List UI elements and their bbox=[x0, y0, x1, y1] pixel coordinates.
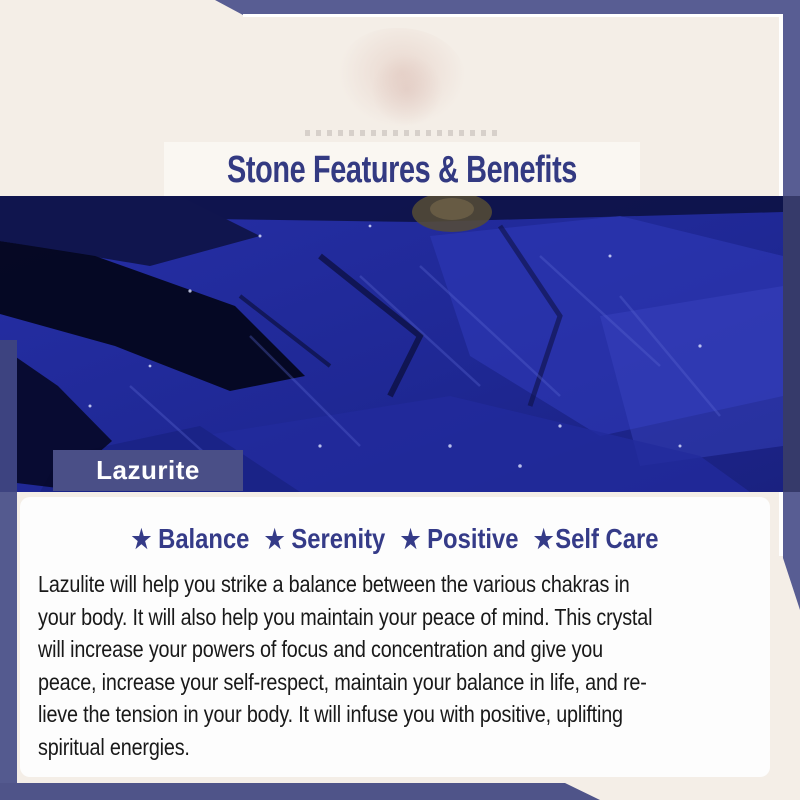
page-title: Stone Features & Benefits bbox=[227, 149, 577, 191]
description-line: lieve the tension in your body. It will infuse you with positive, uplifting bbox=[38, 701, 623, 728]
feature-balance bbox=[132, 523, 250, 555]
title-panel bbox=[164, 142, 640, 196]
bottom-accent-band bbox=[0, 783, 800, 800]
star-icon: ★ bbox=[400, 523, 421, 554]
feature-label: Balance bbox=[158, 523, 250, 554]
feature-label: Self Care bbox=[555, 523, 659, 554]
stone-description bbox=[38, 568, 770, 764]
right-accent-strip-shade bbox=[783, 196, 800, 492]
brand-watermark-caption bbox=[305, 130, 500, 136]
feature-self-care bbox=[534, 523, 659, 555]
stone-photo-art bbox=[0, 196, 783, 492]
description-line: peace, increase your self-respect, maintain your balance in life, and re- bbox=[38, 668, 647, 695]
left-accent-strip-lower bbox=[0, 492, 17, 800]
feature-label: Positive bbox=[427, 523, 519, 554]
description-line: your body. It will also help you maintain your peace of mind. This crystal bbox=[38, 603, 653, 630]
top-accent-band bbox=[0, 0, 800, 15]
brand-watermark-inner bbox=[372, 55, 442, 125]
stone-photo bbox=[0, 196, 783, 492]
description-line: Lazulite will help you strike a balance between the various chakras in bbox=[38, 571, 630, 597]
stone-name-label: Lazurite bbox=[96, 455, 200, 485]
features-row bbox=[76, 523, 714, 555]
left-accent-strip-upper bbox=[0, 340, 17, 492]
description-line: spiritual energies. bbox=[38, 733, 190, 760]
star-icon: ★ bbox=[264, 523, 285, 554]
description-line: will increase your powers of focus and concentration and give you bbox=[38, 636, 603, 663]
feature-positive bbox=[401, 523, 519, 555]
feature-label: Serenity bbox=[291, 523, 386, 554]
star-icon: ★ bbox=[533, 523, 554, 554]
right-accent-divider-upper bbox=[779, 15, 783, 196]
stone-name-badge bbox=[53, 450, 243, 491]
star-icon: ★ bbox=[131, 523, 152, 554]
top-accent-divider bbox=[243, 14, 783, 17]
benefits-card bbox=[20, 497, 770, 777]
right-accent-divider-lower bbox=[779, 492, 783, 556]
feature-serenity bbox=[265, 523, 386, 555]
